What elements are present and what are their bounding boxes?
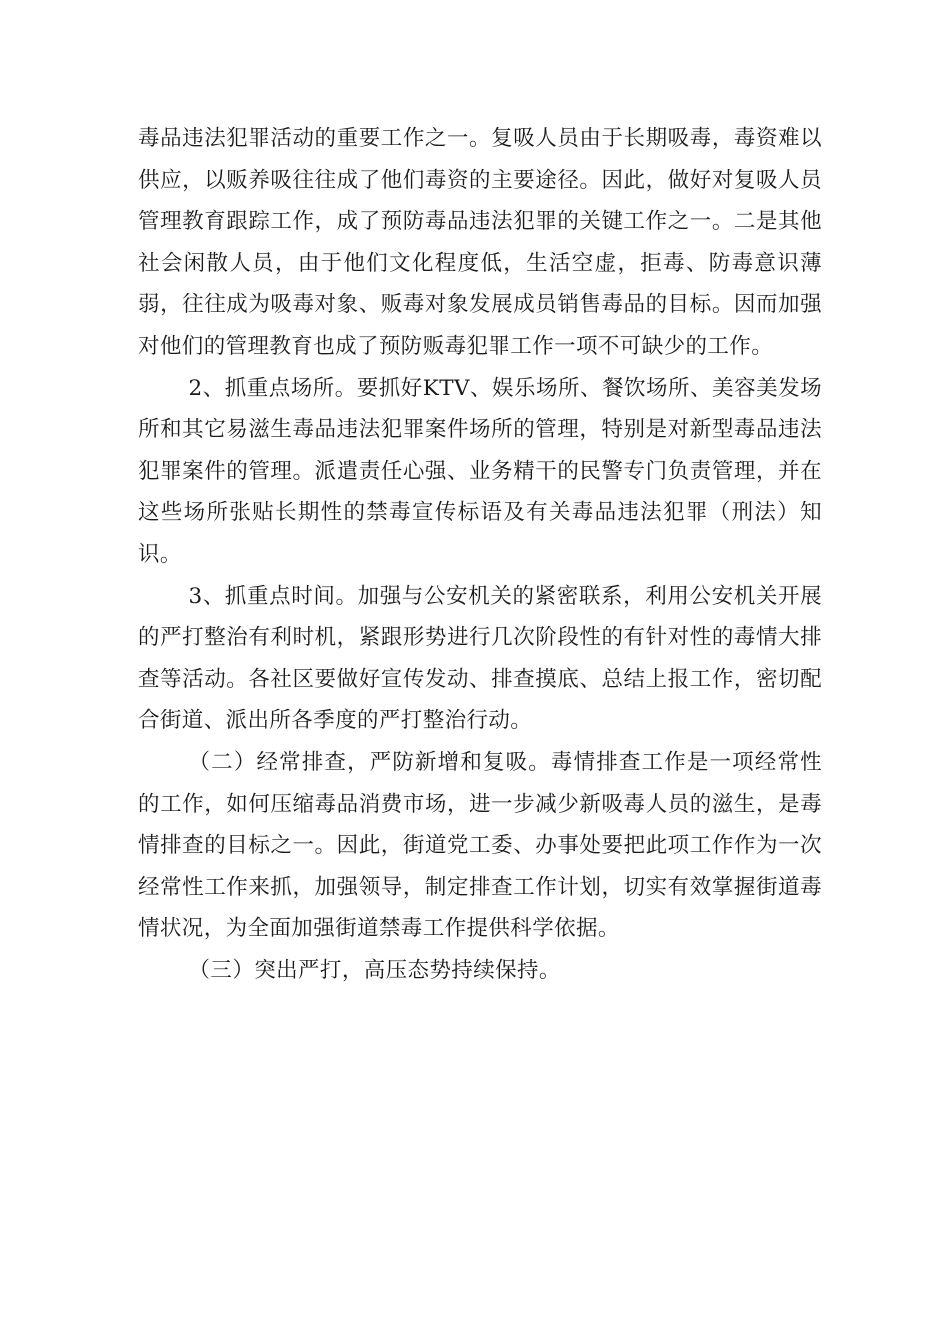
paragraph-continuation: 毒品违法犯罪活动的重要工作之一。复吸人员由于长期吸毒，毒资难以供应，以贩养吸往往成了他们毒资的主要途径。因此，做好对复吸人员管理教育跟踪工作，成了预防毒品违法犯罪的关键工作之一。二是其他社会闲散人员，由于他们文化程度低，生活空虚，拒毒、防毒意识薄弱，往往成为吸毒对象、贩毒对象发展成员销售毒品的目标。因而加强对他们的管理教育也成了预防贩毒犯罪工作一项不可缺少的工作。 bbox=[138, 126, 822, 359]
document-body bbox=[138, 118, 822, 991]
paragraph-key-times: 3、抓重点时间。加强与公安机关的紧密联系，利用公安机关开展的严打整治有利时机，紧跟形势进行几次阶段性的有针对性的毒情大排查等活动。各社区要做好宣传发动、排查摸底、总结上报工作，密切配合街道、派出所各季度的严打整治行动。 bbox=[138, 583, 822, 734]
paragraph-regular-screening: （二）经常排查，严防新增和复吸。毒情排查工作是一项经常性的工作，如何压缩毒品消费市场，进一步减少新吸毒人员的滋生，是毒情排查的目标之一。因此，街道党工委、办事处要把此项工作作为一次经常性工作来抓，加强领导，制定排查工作计划，切实有效掌握街道毒情状况，为全面加强街道禁毒工作提供科学依据。 bbox=[138, 749, 822, 942]
paragraph-key-venues: 2、抓重点场所。要抓好KTV、娱乐场所、餐饮场所、美容美发场所和其它易滋生毒品违法犯罪案件场所的管理，特别是对新型毒品违法犯罪案件的管理。派遣责任心强、业务精干的民警专门负责管理，并在这些场所张贴长期性的禁毒宣传标语及有关毒品违法犯罪（刑法）知识。 bbox=[138, 375, 822, 567]
paragraph-strike-hard: （三）突出严打，高压态势持续保持。 bbox=[188, 957, 561, 983]
